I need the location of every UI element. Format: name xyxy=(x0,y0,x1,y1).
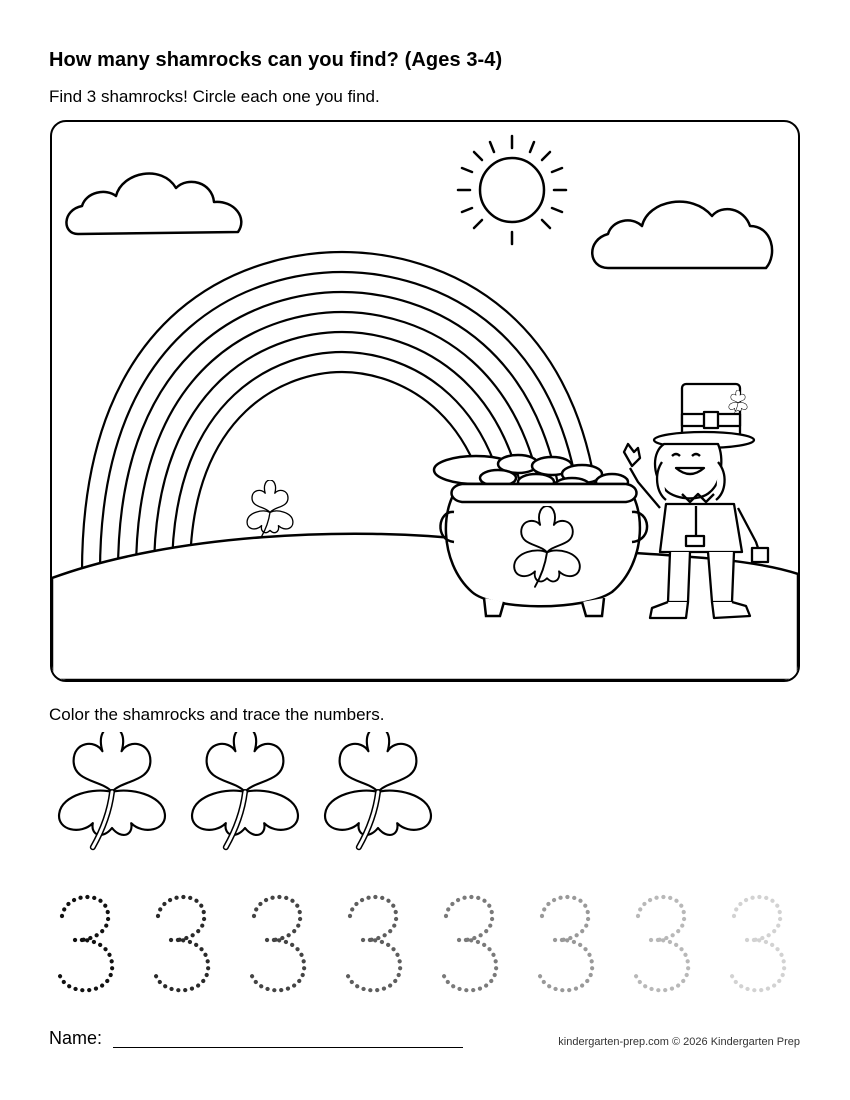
site-credit: kindergarten-prep.com © 2026 Kindergarten Prep xyxy=(558,1036,800,1048)
scene-panel xyxy=(50,120,800,682)
shamrock-icon[interactable] xyxy=(59,732,165,847)
traceable-digit[interactable] xyxy=(348,897,400,990)
name-label: Name: xyxy=(49,1028,103,1048)
traceable-digit[interactable] xyxy=(60,897,112,990)
cloud-icon xyxy=(592,202,772,268)
color-shamrocks-row xyxy=(52,732,442,852)
traceable-digit[interactable] xyxy=(444,897,496,990)
name-input-line[interactable] xyxy=(113,1047,463,1048)
shamrock-icon[interactable] xyxy=(192,732,298,847)
traceable-digit[interactable] xyxy=(252,897,304,990)
cloud-icon xyxy=(66,174,241,234)
traceable-digit[interactable] xyxy=(732,897,784,990)
sun-icon xyxy=(458,136,566,244)
trace-instruction: Color the shamrocks and trace the numbers. xyxy=(49,705,385,724)
traceable-digit[interactable] xyxy=(156,897,208,990)
shamrock-icon[interactable] xyxy=(325,732,431,847)
traceable-digit[interactable] xyxy=(636,897,688,990)
traceable-digit[interactable] xyxy=(540,897,592,990)
trace-numbers-row xyxy=(50,880,810,1000)
find-instruction: Find 3 shamrocks! Circle each one you find. xyxy=(49,87,380,106)
scene-illustration xyxy=(52,122,798,680)
shamrock-icon xyxy=(247,480,293,536)
worksheet-title: How many shamrocks can you find? (Ages 3-4) xyxy=(49,49,503,71)
